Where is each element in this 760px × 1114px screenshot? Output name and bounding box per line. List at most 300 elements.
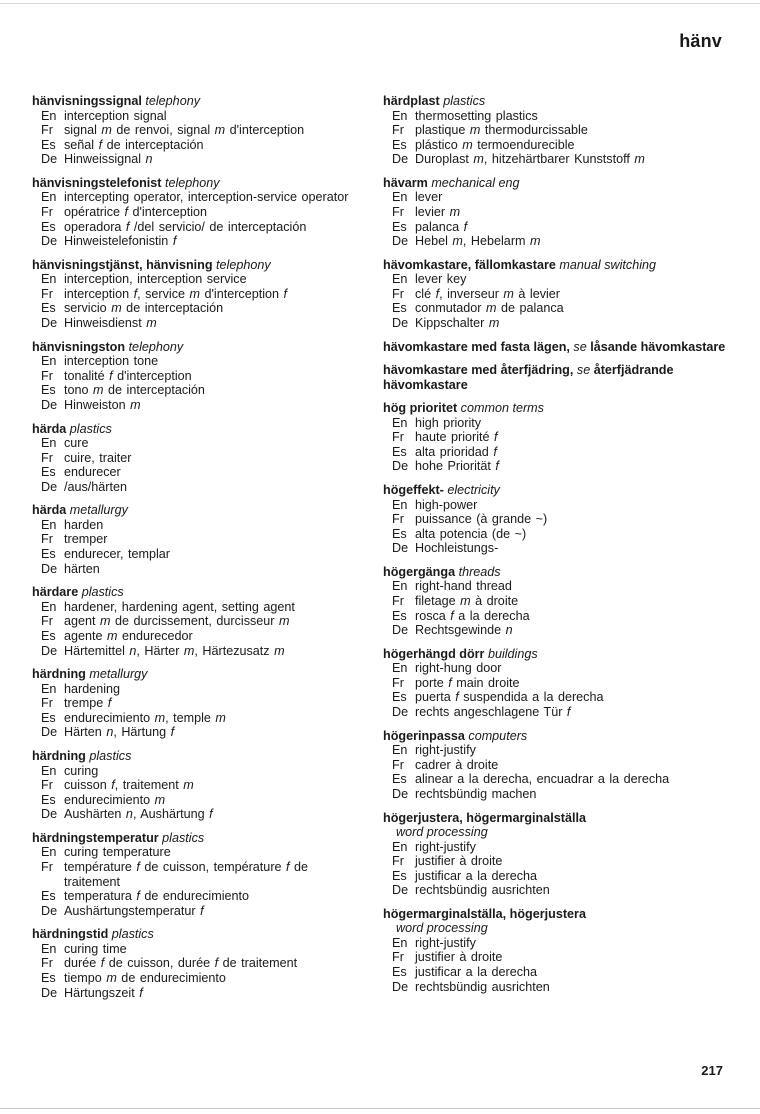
translation-text: Härten n, Härtung f (64, 725, 175, 740)
headword: härdplast (383, 94, 440, 108)
translation-row (41, 451, 362, 466)
subject-field: telephony (164, 175, 220, 190)
language-code: Es (392, 219, 407, 234)
translation-row (392, 205, 728, 220)
translation-text: temperatura f de endurecimiento (64, 889, 250, 904)
language-code: En (392, 661, 408, 676)
language-code: De (392, 459, 409, 474)
subject-field: plastics (162, 830, 205, 845)
language-code: De (41, 985, 58, 1000)
dictionary-entry (32, 585, 362, 658)
translation-text: operadora f /del servicio/ de interceptación (64, 219, 307, 234)
language-code: De (392, 883, 409, 898)
translation-text: endurecimiento m (64, 792, 166, 807)
translation-row (41, 152, 362, 167)
dictionary-entry (383, 401, 728, 474)
translation-text: puissance (à grande ~) (415, 512, 548, 527)
entry-head (383, 483, 728, 498)
translation-text: high-power (415, 497, 478, 512)
translation-text: Hinweiston m (64, 397, 141, 412)
language-code: Fr (41, 859, 53, 874)
translation-text: Hochleistungs- (415, 541, 499, 556)
language-code: En (392, 497, 408, 512)
dictionary-entry (383, 340, 728, 355)
translation-text: opératrice f d'interception (64, 204, 208, 219)
translation-row (41, 562, 362, 577)
translation-row (392, 980, 728, 995)
headword: hänvisningstjänst, hänvisning (32, 257, 213, 272)
language-code: Fr (392, 430, 404, 445)
translation-row (41, 287, 362, 302)
translation-row (392, 234, 728, 249)
language-code: Es (41, 301, 56, 316)
translation-row (392, 609, 728, 624)
language-code: Fr (41, 956, 53, 971)
subject-field: manual switching (559, 257, 657, 272)
headword: hävomkastare med återfjädring, (383, 363, 574, 378)
language-code: De (41, 316, 58, 331)
headword: högermarginalställa, högerjustera (383, 906, 586, 921)
headword: hög prioritet (383, 401, 458, 416)
translation-text: filetage m à droite (415, 593, 519, 608)
entry-head (383, 729, 728, 744)
translation-text: cuisson f, traitement m (64, 778, 194, 793)
translation-text: señal f de interceptación (64, 137, 204, 152)
entry-head (32, 927, 362, 942)
translation-row (41, 614, 362, 629)
subject-field: telephony (128, 339, 184, 354)
dictionary-entry (383, 647, 728, 720)
language-code: Fr (41, 286, 53, 301)
language-code: Fr (41, 696, 53, 711)
subject-field: plastics (81, 585, 124, 600)
translation-text: right-hand thread (415, 579, 512, 594)
translation-text: alta potencia (de ~) (415, 526, 527, 541)
translation-row (41, 436, 362, 451)
translation-text: interception tone (64, 354, 159, 369)
language-code: Fr (392, 757, 404, 772)
language-code: En (41, 681, 57, 696)
translation-text: tono m de interceptación (64, 383, 205, 398)
translation-text: endurecer, templar (64, 547, 171, 562)
language-code: En (41, 190, 57, 205)
headword: hänvisningston (32, 339, 126, 354)
language-code: Es (392, 690, 407, 705)
translation-text: lever (415, 190, 443, 205)
dictionary-entry (383, 811, 728, 898)
translation-row (41, 369, 362, 384)
translation-row (41, 793, 362, 808)
translation-text: Hinweistelefonistin f (64, 234, 177, 249)
translation-row (392, 623, 728, 638)
entry-head (32, 749, 362, 764)
entry-head (383, 907, 728, 922)
subject-field: mechanical eng (431, 175, 520, 190)
translation-row (392, 220, 728, 235)
language-code: De (392, 234, 409, 249)
subject-field: telephony (216, 257, 271, 272)
headword: högeffekt- (383, 483, 444, 497)
dictionary-entry (383, 258, 728, 331)
subject-field: buildings (487, 646, 538, 661)
translation-row (41, 682, 362, 697)
translation-text: interception signal (64, 108, 167, 123)
translation-row (392, 950, 728, 965)
entry-head (32, 585, 362, 600)
language-code: En (392, 579, 408, 594)
translation-text: curing (64, 763, 99, 778)
translation-text: Hinweissignal n (64, 152, 153, 167)
translation-text: Hinweisdienst m (64, 316, 157, 331)
language-code: Es (41, 137, 56, 152)
dictionary-entry (32, 667, 362, 740)
see-target: låsande hävomkastare (590, 339, 726, 354)
dictionary-entry (32, 340, 362, 413)
entry-head (32, 667, 362, 682)
headword: hänvisningssignal (32, 94, 142, 108)
translation-row (41, 942, 362, 957)
language-code: En (41, 517, 57, 532)
dictionary-entry (32, 831, 362, 918)
translation-row (392, 743, 728, 758)
translation-text: levier m (415, 204, 461, 219)
headword: högerjustera, högermarginalställa (383, 810, 586, 825)
translation-row (392, 936, 728, 951)
headword: hänvisningstelefonist (32, 175, 162, 190)
translation-row (41, 220, 362, 235)
translation-text: alta prioridad f (415, 444, 497, 459)
translation-text: curing temperature (64, 845, 171, 860)
translation-row (41, 480, 362, 495)
subject-field: threads (458, 564, 501, 579)
language-code: De (41, 234, 58, 249)
language-code: De (41, 807, 58, 822)
bottom-rule (0, 1108, 760, 1109)
translation-text: rosca f a la derecha (415, 608, 530, 623)
translation-row (41, 986, 362, 1001)
translation-text: interception, interception service (64, 272, 247, 287)
translation-row (392, 758, 728, 773)
translation-row (392, 301, 728, 316)
language-code: De (41, 479, 58, 494)
translation-row (41, 532, 362, 547)
entry-head (383, 565, 728, 580)
translation-text: thermosetting plastics (415, 108, 538, 123)
translation-row (41, 629, 362, 644)
translation-text: rechtsbündig ausrichten (415, 979, 550, 994)
dictionary-entry (32, 749, 362, 822)
dictionary-entry (32, 422, 362, 495)
see-reference: se (576, 363, 591, 378)
translation-text: plástico m termoendurecible (415, 137, 575, 152)
translation-row (41, 711, 362, 726)
headword: hävarm (383, 175, 428, 190)
translation-text: rechts angeschlagene Tür f (415, 705, 571, 720)
subject-field: common terms (460, 401, 544, 416)
language-code: Es (392, 608, 407, 623)
dictionary-entry (383, 907, 728, 994)
language-code: Es (392, 137, 407, 152)
entry-head (32, 503, 362, 518)
language-code: En (392, 190, 408, 205)
translation-text: conmutador m de palanca (415, 301, 564, 316)
translation-row (392, 109, 728, 124)
language-code: Fr (392, 593, 404, 608)
language-code: Es (41, 547, 56, 562)
entry-head (383, 401, 728, 416)
translation-row (392, 594, 728, 609)
subject-field: metallurgy (69, 503, 128, 518)
language-code: Fr (41, 450, 53, 465)
translation-row (41, 123, 362, 138)
subject-field: computers (468, 728, 528, 743)
translation-text: justifier à droite (415, 950, 503, 965)
translation-row (41, 860, 362, 889)
translation-row (41, 234, 362, 249)
language-code: En (392, 272, 408, 287)
subject-field: plastics (69, 421, 112, 436)
language-code: De (392, 316, 409, 331)
translation-row (41, 956, 362, 971)
entry-head (32, 831, 362, 846)
language-code: Es (41, 710, 56, 725)
language-code: Fr (392, 854, 404, 869)
translation-row (392, 138, 728, 153)
translation-row (41, 190, 362, 205)
entry-head (383, 94, 728, 109)
translation-row (41, 778, 362, 793)
translation-text: cure (64, 436, 89, 450)
entry-head (32, 176, 362, 191)
translation-row (392, 527, 728, 542)
translation-text: tiempo m de endurecimiento (64, 971, 226, 986)
language-code: De (392, 786, 409, 801)
translation-row (392, 541, 728, 556)
entry-head (383, 340, 728, 355)
translation-text: rechtsbündig ausrichten (415, 883, 550, 898)
dictionary-entry (383, 729, 728, 802)
language-code: De (392, 979, 409, 994)
see-reference: se (573, 339, 587, 354)
translation-text: justificar a la derecha (415, 965, 538, 980)
language-code: Fr (41, 204, 53, 219)
translation-row (41, 109, 362, 124)
language-code: De (392, 541, 409, 556)
language-code: Es (41, 465, 56, 480)
language-code: Fr (392, 204, 404, 219)
translation-row (41, 644, 362, 659)
dictionary-entry (383, 565, 728, 638)
translation-row (41, 205, 362, 220)
translation-text: haute priorité f (415, 430, 498, 445)
translation-text: cadrer à droite (415, 757, 499, 772)
translation-text: tonalité f d'interception (64, 368, 192, 383)
translation-row (392, 965, 728, 980)
translation-text: Aushärten n, Aushärtung f (64, 807, 213, 822)
entry-head (383, 363, 728, 392)
language-code: Fr (41, 532, 53, 547)
translation-row (41, 764, 362, 779)
language-code: De (41, 152, 58, 167)
left-column (32, 94, 362, 1009)
entry-head (383, 176, 728, 191)
headword: härda (32, 421, 67, 436)
entry-head (32, 94, 362, 109)
translation-text: cuire, traiter (64, 450, 132, 465)
language-code: Es (41, 971, 56, 986)
page-number: 217 (701, 1063, 723, 1078)
subject-field: plastics (443, 94, 486, 108)
language-code: Fr (41, 368, 53, 383)
translation-text: porte f main droite (415, 675, 520, 690)
headword: härdning (32, 667, 86, 682)
translation-row (392, 272, 728, 287)
translation-row (41, 465, 362, 480)
translation-row (392, 772, 728, 787)
language-code: En (41, 354, 57, 369)
language-code: De (41, 903, 58, 918)
translation-row (392, 123, 728, 138)
translation-text: hohe Priorität f (415, 459, 499, 474)
language-code: Fr (392, 950, 404, 965)
headword: härdningstemperatur (32, 830, 159, 845)
language-code: Es (41, 628, 56, 643)
subject-field: word processing (396, 921, 488, 936)
translation-row (392, 787, 728, 802)
right-column (383, 94, 728, 1003)
headword: härdningstid (32, 927, 109, 942)
dictionary-entry (383, 363, 728, 392)
entry-head (32, 422, 362, 437)
language-code: En (392, 743, 408, 758)
entry-head (383, 647, 728, 662)
translation-row (41, 904, 362, 919)
translation-text: Härtungszeit f (64, 985, 143, 1000)
translation-row (392, 316, 728, 331)
translation-text: alinear a la derecha, encuadrar a la derecha (415, 772, 670, 787)
translation-row (392, 676, 728, 691)
language-code: En (41, 272, 57, 287)
translation-row (41, 696, 362, 711)
translation-text: hardener, hardening agent, setting agent (64, 599, 295, 614)
translation-row (392, 512, 728, 527)
translation-text: endurecer (64, 465, 121, 480)
language-code: De (41, 725, 58, 740)
language-code: Fr (392, 512, 404, 527)
subject-field: plastics (89, 749, 132, 763)
language-code: En (41, 763, 57, 778)
entry-head (383, 258, 728, 273)
translation-text: Härtemittel n, Härter m, Härtezusatz m (64, 643, 285, 658)
language-code: Es (392, 301, 407, 316)
translation-row (392, 854, 728, 869)
subject-field: plastics (111, 927, 154, 942)
subject-field: telephony (145, 94, 200, 108)
translation-text: Rechtsgewinde n (415, 623, 513, 638)
entry-head (383, 811, 728, 826)
headword: högerhängd dörr (383, 646, 485, 661)
language-code: Es (392, 526, 407, 541)
translation-row (41, 518, 362, 533)
dictionary-entry (32, 927, 362, 1000)
top-rule (0, 3, 760, 4)
translation-text: température f de cuisson, température f de traitement (64, 859, 309, 889)
translation-row (392, 287, 728, 302)
language-code: En (392, 935, 408, 950)
dictionary-entry (32, 94, 362, 167)
dictionary-entry (32, 503, 362, 576)
translation-row (41, 398, 362, 413)
language-code: De (392, 152, 409, 167)
headword: hävomkastare med fasta lägen, (383, 339, 570, 354)
language-code: En (392, 839, 408, 854)
translation-row (392, 459, 728, 474)
translation-text: Kippschalter m (415, 316, 500, 331)
dictionary-entry (383, 176, 728, 249)
language-code: Es (392, 772, 407, 787)
translation-row (41, 316, 362, 331)
translation-row (392, 430, 728, 445)
headword: högergänga (383, 564, 456, 579)
entry-head (32, 340, 362, 355)
translation-text: interception f, service m d'interception f (64, 286, 288, 301)
language-code: Es (41, 219, 56, 234)
language-code: De (41, 643, 58, 658)
translation-text: hardening (64, 681, 121, 696)
translation-text: rechtsbündig machen (415, 786, 537, 801)
translation-text: härten (64, 561, 100, 576)
translation-row (41, 971, 362, 986)
dictionary-entry (383, 94, 728, 167)
subject-field: word processing (396, 825, 488, 839)
translation-text: trempe f (64, 696, 112, 711)
language-code: En (41, 108, 57, 123)
translation-text: agente m endurecedor (64, 628, 193, 643)
translation-row (392, 869, 728, 884)
translation-text: Duroplast m, hitzehärtbarer Kunststoff m (415, 152, 645, 167)
translation-text: endurecimiento m, temple m (64, 710, 226, 725)
language-code: En (41, 436, 57, 450)
translation-row (392, 190, 728, 205)
headword: härda (32, 503, 67, 518)
translation-text: durée f de cuisson, durée f de traitement (64, 956, 298, 971)
dictionary-entry (32, 258, 362, 331)
language-code: Fr (392, 286, 404, 301)
translation-text: right-justify (415, 935, 476, 950)
language-code: Es (392, 868, 407, 883)
language-code: Fr (392, 675, 404, 690)
translation-text: /aus/härten (64, 479, 128, 494)
translation-row (41, 272, 362, 287)
language-code: Es (41, 889, 56, 904)
translation-text: right-justify (415, 743, 476, 758)
translation-text: servicio m de interceptación (64, 301, 224, 316)
translation-text: right-justify (415, 839, 476, 854)
translation-row (41, 889, 362, 904)
translation-row (392, 579, 728, 594)
headword: härdare (32, 585, 79, 600)
language-code: Es (41, 383, 56, 398)
language-code: En (41, 845, 57, 860)
language-code: Fr (392, 123, 404, 138)
language-code: Fr (41, 123, 53, 138)
translation-text: right-hung door (415, 661, 502, 676)
headword: högerinpassa (383, 728, 465, 743)
language-code: Es (392, 965, 407, 980)
translation-row (392, 152, 728, 167)
translation-text: palanca f (415, 219, 468, 234)
translation-text: plastique m thermodurcissable (415, 123, 588, 138)
